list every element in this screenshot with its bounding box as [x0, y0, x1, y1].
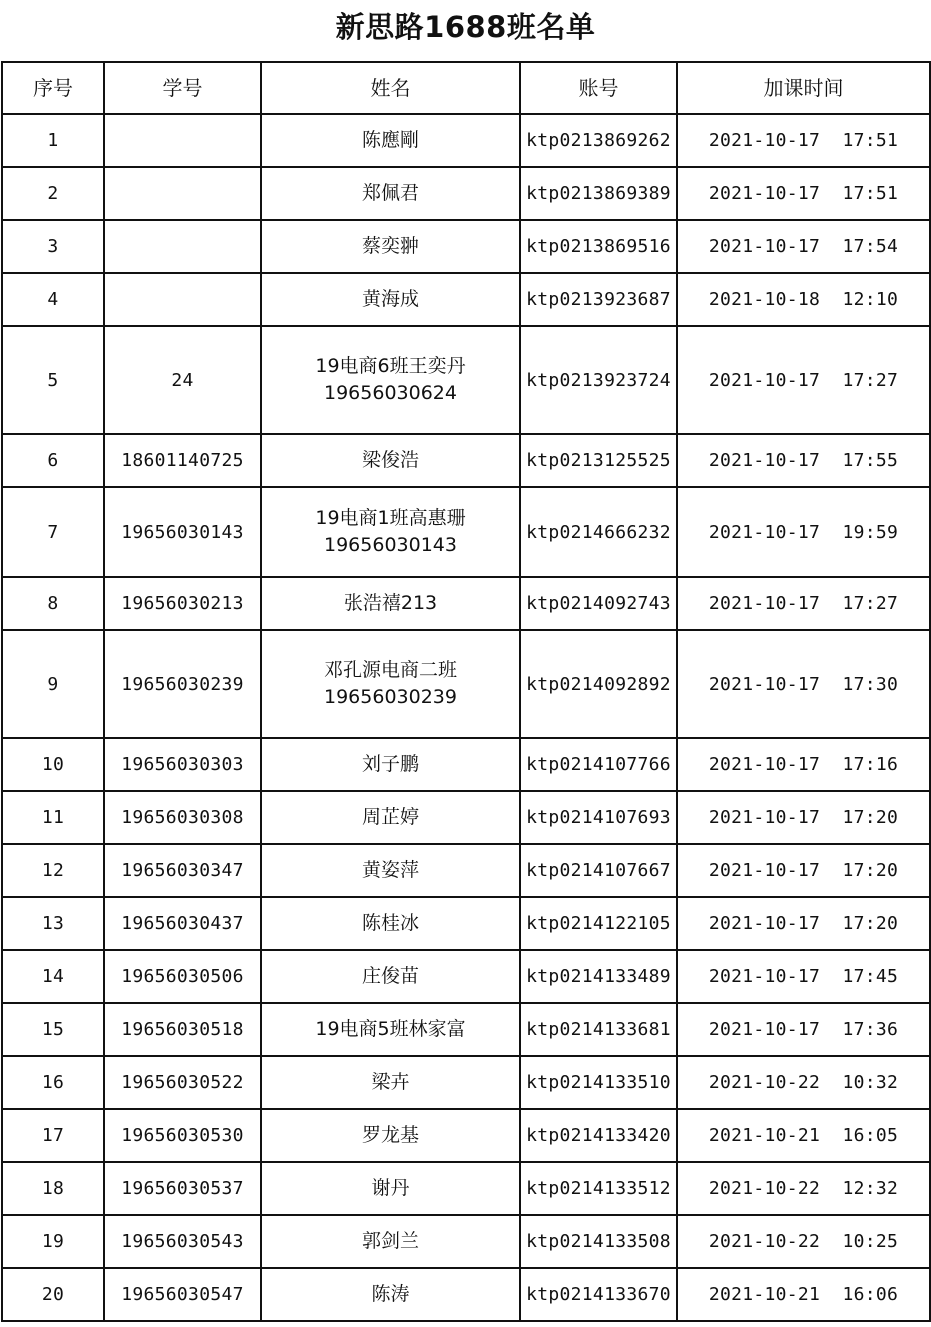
header-seq: 序号 — [2, 62, 104, 114]
cell-seq: 17 — [2, 1109, 104, 1162]
cell-student-id: 19656030239 — [104, 630, 261, 738]
cell-account: ktp0214107766 — [520, 738, 677, 791]
cell-account: ktp0213125525 — [520, 434, 677, 487]
cell-join-time: 2021-10-17 17:54 — [677, 220, 930, 273]
name-line: 罗龙基 — [361, 1124, 419, 1146]
cell-seq: 10 — [2, 738, 104, 791]
cell-name — [261, 1215, 520, 1268]
cell-name — [261, 791, 520, 844]
cell-account: ktp0214133681 — [520, 1003, 677, 1056]
cell-name — [261, 577, 520, 630]
cell-student-id: 19656030143 — [104, 487, 261, 577]
cell-join-time: 2021-10-18 12:10 — [677, 273, 930, 326]
cell-account: ktp0214092743 — [520, 577, 677, 630]
cell-account: ktp0214107667 — [520, 844, 677, 897]
name-line: 郭剑兰 — [361, 1230, 419, 1252]
cell-join-time: 2021-10-17 17:30 — [677, 630, 930, 738]
cell-seq: 9 — [2, 630, 104, 738]
cell-account: ktp0214133508 — [520, 1215, 677, 1268]
cell-account: ktp0213869389 — [520, 167, 677, 220]
table-row — [2, 897, 930, 950]
cell-name — [261, 326, 520, 434]
table-row — [2, 791, 930, 844]
cell-join-time: 2021-10-21 16:05 — [677, 1109, 930, 1162]
table-row — [2, 950, 930, 1003]
cell-student-id: 19656030437 — [104, 897, 261, 950]
name-line: 梁卉 — [371, 1071, 410, 1093]
cell-account: ktp0214133512 — [520, 1162, 677, 1215]
header-account: 账号 — [520, 62, 677, 114]
cell-seq: 14 — [2, 950, 104, 1003]
cell-account: ktp0214133670 — [520, 1268, 677, 1321]
name-line: 谢丹 — [371, 1177, 410, 1199]
cell-seq: 6 — [2, 434, 104, 487]
cell-account: ktp0213923724 — [520, 326, 677, 434]
table-row — [2, 630, 930, 738]
cell-name — [261, 738, 520, 791]
name-line: 19656030624 — [324, 382, 457, 404]
cell-name — [261, 114, 520, 167]
header-student-id: 学号 — [104, 62, 261, 114]
table-row — [2, 326, 930, 434]
name-line: 刘子鹏 — [361, 753, 419, 775]
cell-join-time: 2021-10-17 17:36 — [677, 1003, 930, 1056]
table-row — [2, 1215, 930, 1268]
cell-seq: 5 — [2, 326, 104, 434]
name-line: 黄姿萍 — [361, 859, 419, 881]
cell-name — [261, 167, 520, 220]
table-row — [2, 220, 930, 273]
name-line: 19656030143 — [324, 534, 457, 556]
cell-seq: 20 — [2, 1268, 104, 1321]
cell-student-id: 19656030506 — [104, 950, 261, 1003]
name-line: 陈桂冰 — [361, 912, 419, 934]
cell-student-id: 19656030213 — [104, 577, 261, 630]
cell-seq: 18 — [2, 1162, 104, 1215]
cell-student-id — [104, 114, 261, 167]
cell-seq: 15 — [2, 1003, 104, 1056]
cell-name — [261, 1003, 520, 1056]
cell-name — [261, 1056, 520, 1109]
name-line: 梁俊浩 — [361, 449, 419, 471]
cell-join-time: 2021-10-17 17:20 — [677, 897, 930, 950]
cell-student-id: 24 — [104, 326, 261, 434]
cell-account: ktp0214122105 — [520, 897, 677, 950]
header-row — [2, 62, 930, 114]
cell-student-id — [104, 273, 261, 326]
cell-seq: 16 — [2, 1056, 104, 1109]
name-line: 黄海成 — [361, 288, 419, 310]
cell-join-time: 2021-10-17 17:51 — [677, 114, 930, 167]
cell-join-time: 2021-10-17 17:27 — [677, 577, 930, 630]
cell-name — [261, 434, 520, 487]
header-name: 姓名 — [261, 62, 520, 114]
cell-name — [261, 1162, 520, 1215]
cell-name — [261, 1268, 520, 1321]
table-row — [2, 434, 930, 487]
cell-seq: 12 — [2, 844, 104, 897]
cell-join-time: 2021-10-22 10:25 — [677, 1215, 930, 1268]
cell-seq: 2 — [2, 167, 104, 220]
cell-seq: 13 — [2, 897, 104, 950]
cell-seq: 3 — [2, 220, 104, 273]
cell-account: ktp0214133420 — [520, 1109, 677, 1162]
name-line: 陈應剛 — [361, 129, 419, 151]
cell-student-id: 19656030347 — [104, 844, 261, 897]
cell-account: ktp0214107693 — [520, 791, 677, 844]
table-row — [2, 167, 930, 220]
name-line: 陈涛 — [371, 1283, 410, 1305]
table-row — [2, 1056, 930, 1109]
cell-account: ktp0214092892 — [520, 630, 677, 738]
cell-student-id: 19656030543 — [104, 1215, 261, 1268]
cell-join-time: 2021-10-21 16:06 — [677, 1268, 930, 1321]
name-line: 19电商5班林家富 — [315, 1018, 466, 1040]
cell-join-time: 2021-10-17 17:55 — [677, 434, 930, 487]
roster-body — [2, 114, 930, 1321]
cell-join-time: 2021-10-17 17:27 — [677, 326, 930, 434]
cell-account: ktp0213869516 — [520, 220, 677, 273]
cell-join-time: 2021-10-22 12:32 — [677, 1162, 930, 1215]
cell-student-id: 19656030518 — [104, 1003, 261, 1056]
table-row — [2, 1003, 930, 1056]
table-row — [2, 1109, 930, 1162]
cell-student-id: 19656030530 — [104, 1109, 261, 1162]
cell-join-time: 2021-10-17 17:20 — [677, 791, 930, 844]
cell-name — [261, 630, 520, 738]
cell-account: ktp0213869262 — [520, 114, 677, 167]
roster-table — [1, 61, 931, 1322]
cell-name — [261, 844, 520, 897]
name-line: 邓孔源电商二班 — [323, 659, 457, 681]
name-line: 19电商1班高惠珊 — [315, 507, 466, 529]
table-row — [2, 114, 930, 167]
cell-join-time: 2021-10-22 10:32 — [677, 1056, 930, 1109]
cell-account: ktp0213923687 — [520, 273, 677, 326]
cell-name — [261, 897, 520, 950]
cell-seq: 19 — [2, 1215, 104, 1268]
table-row — [2, 1268, 930, 1321]
cell-seq: 8 — [2, 577, 104, 630]
cell-join-time: 2021-10-17 17:16 — [677, 738, 930, 791]
cell-student-id: 19656030522 — [104, 1056, 261, 1109]
table-row — [2, 273, 930, 326]
cell-student-id — [104, 220, 261, 273]
name-line: 周芷婷 — [361, 806, 419, 828]
cell-name — [261, 487, 520, 577]
cell-seq: 4 — [2, 273, 104, 326]
cell-student-id: 19656030537 — [104, 1162, 261, 1215]
table-row — [2, 738, 930, 791]
cell-join-time: 2021-10-17 19:59 — [677, 487, 930, 577]
table-row — [2, 577, 930, 630]
name-line: 张浩禧213 — [343, 592, 438, 614]
cell-name — [261, 273, 520, 326]
cell-account: ktp0214133510 — [520, 1056, 677, 1109]
cell-student-id: 19656030308 — [104, 791, 261, 844]
cell-join-time: 2021-10-17 17:51 — [677, 167, 930, 220]
cell-name — [261, 220, 520, 273]
cell-join-time: 2021-10-17 17:45 — [677, 950, 930, 1003]
name-line: 19656030239 — [324, 686, 457, 708]
page-title: 新思路1688班名单 — [335, 10, 596, 44]
name-line: 蔡奕翀 — [361, 235, 419, 257]
table-row — [2, 1162, 930, 1215]
cell-name — [261, 1109, 520, 1162]
header-join-time: 加课时间 — [677, 62, 930, 114]
cell-student-id: 18601140725 — [104, 434, 261, 487]
cell-join-time: 2021-10-17 17:20 — [677, 844, 930, 897]
cell-seq: 7 — [2, 487, 104, 577]
table-row — [2, 844, 930, 897]
name-line: 19电商6班王奕丹 — [315, 355, 466, 377]
table-row — [2, 487, 930, 577]
cell-account: ktp0214666232 — [520, 487, 677, 577]
name-line: 庄俊苗 — [361, 965, 419, 987]
cell-student-id: 19656030303 — [104, 738, 261, 791]
name-line: 郑佩君 — [361, 182, 419, 204]
cell-student-id — [104, 167, 261, 220]
cell-name — [261, 950, 520, 1003]
cell-seq: 11 — [2, 791, 104, 844]
cell-account: ktp0214133489 — [520, 950, 677, 1003]
cell-seq: 1 — [2, 114, 104, 167]
cell-student-id: 19656030547 — [104, 1268, 261, 1321]
